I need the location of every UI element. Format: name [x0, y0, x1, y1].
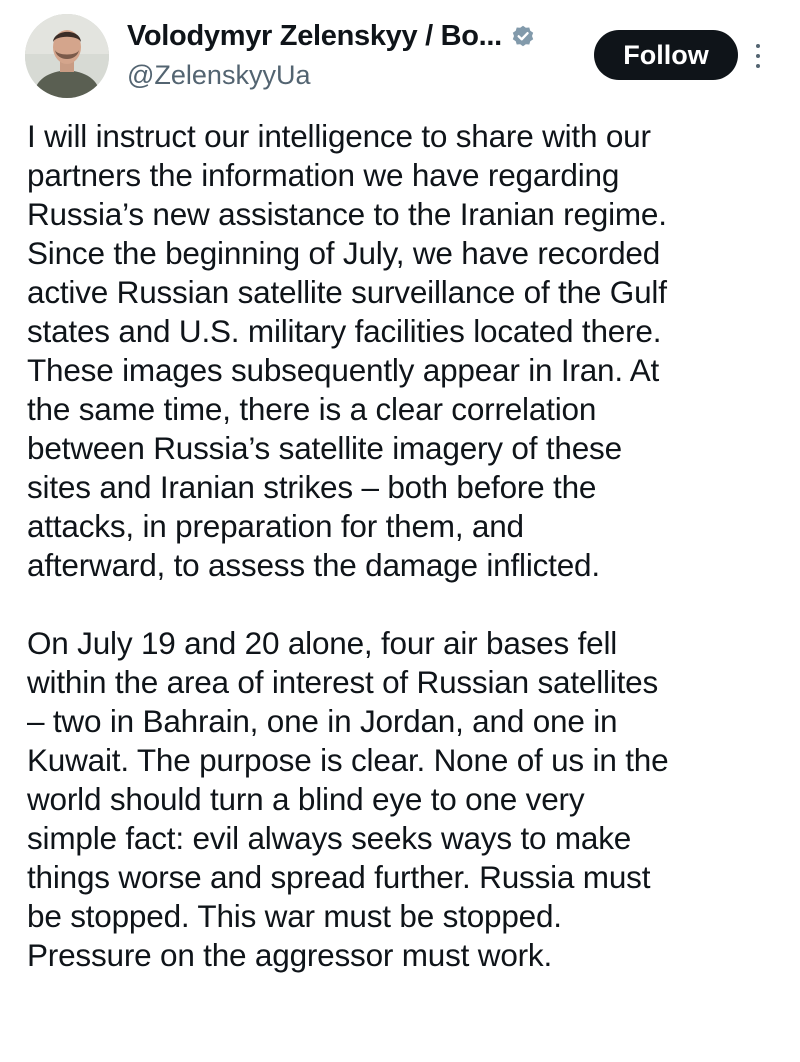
- more-vertical-icon[interactable]: [748, 36, 768, 76]
- tweet-line: These images subsequently appear in Iran. At: [27, 352, 660, 388]
- tweet-line: simple fact: evil always seeks ways to make: [27, 820, 632, 856]
- tweet-line: On July 19 and 20 alone, four air bases fell: [27, 625, 618, 661]
- tweet-line: within the area of interest of Russian satellites: [27, 664, 659, 700]
- tweet-line: Pressure on the aggressor must work.: [27, 937, 553, 973]
- tweet-line: I will instruct our intelligence to share with our: [27, 118, 651, 154]
- tweet-paragraph: [27, 624, 797, 975]
- tweet-line: – two in Bahrain, one in Jordan, and one in: [27, 703, 618, 739]
- tweet-line: active Russian satellite surveillance of the Gulf: [27, 274, 667, 310]
- tweet-line: things worse and spread further. Russia must: [27, 859, 651, 895]
- tweet-line: be stopped. This war must be stopped.: [27, 898, 562, 934]
- tweet-line: sites and Iranian strikes – both before the: [27, 469, 597, 505]
- verified-badge-icon: [510, 23, 536, 49]
- tweet-line: attacks, in preparation for them, and: [27, 508, 524, 544]
- tweet-line: partners the information we have regarding: [27, 157, 620, 193]
- tweet-line: Kuwait. The purpose is clear. None of us in the: [27, 742, 669, 778]
- follow-button[interactable]: Follow: [594, 30, 738, 80]
- tweet-line: Russia’s new assistance to the Iranian regime.: [27, 196, 667, 232]
- tweet-text: [27, 117, 797, 975]
- tweet-line: the same time, there is a clear correlation: [27, 391, 597, 427]
- tweet-header: [0, 0, 800, 110]
- author-handle[interactable]: @ZelenskyyUa: [127, 60, 311, 90]
- tweet-paragraph: [27, 117, 797, 585]
- tweet-line: world should turn a blind eye to one very: [27, 781, 585, 817]
- avatar-photo: [25, 14, 109, 98]
- tweet-line: between Russia’s satellite imagery of these: [27, 430, 622, 466]
- tweet-line: afterward, to assess the damage inflicted.: [27, 547, 600, 583]
- tweet-line: Since the beginning of July, we have recorded: [27, 235, 661, 271]
- author-name-row: [127, 14, 536, 58]
- tweet-line: states and U.S. military facilities located there.: [27, 313, 662, 349]
- paragraph-spacer: [27, 585, 797, 624]
- author-avatar[interactable]: [25, 14, 109, 98]
- author-display-name[interactable]: Volodymyr Zelenskyy / Bo...: [127, 19, 502, 52]
